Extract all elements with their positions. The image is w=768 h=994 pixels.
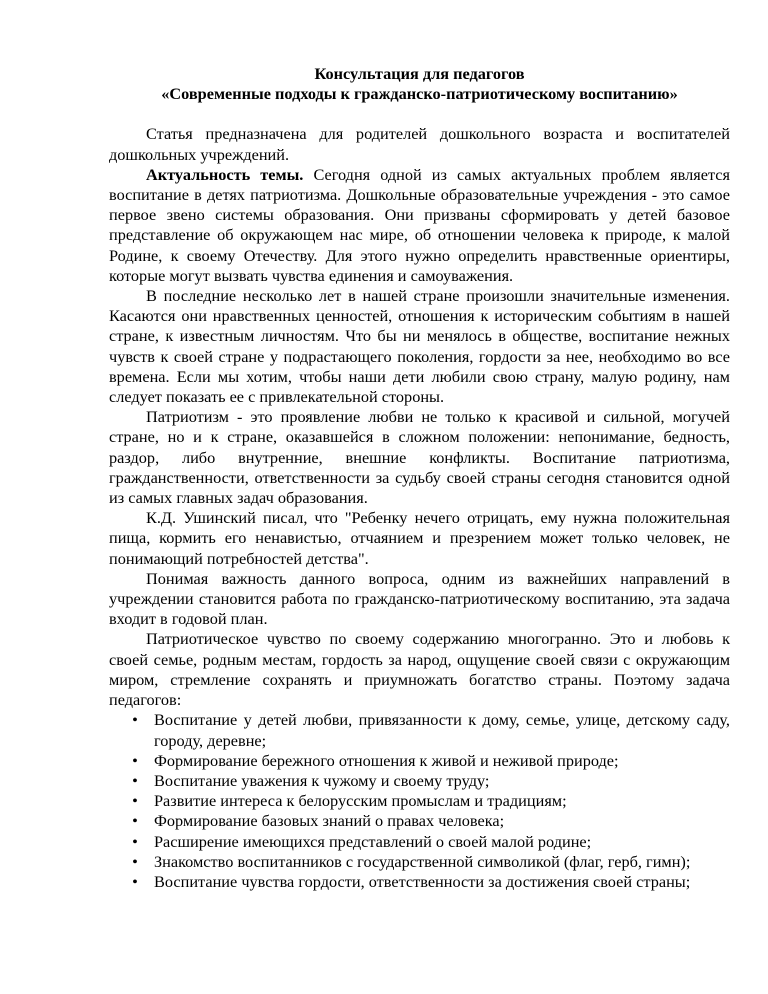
list-item-text: Воспитание у детей любви, привязанности к дому, семье, улице, детскому саду, городу, деревне; (154, 710, 730, 750)
list-item-text: Развитие интереса к белорусским промыслам и традициям; (154, 791, 567, 811)
paragraph-importance (109, 569, 730, 630)
paragraph-tasks-intro (109, 629, 730, 710)
bullet-icon: • (132, 791, 138, 811)
document-page (109, 64, 730, 892)
list-item-text: Воспитание уважения к чужому и своему труду; (154, 770, 490, 790)
bullet-icon: • (132, 710, 138, 730)
paragraph-changes (109, 286, 730, 407)
list-item-text: Воспитание чувства гордости, ответственности за достижения своей страны; (154, 871, 691, 891)
list-item-text: Формирование бережного отношения к живой и неживой природе; (154, 750, 619, 770)
list-item-text: Знакомство воспитанников с государственной символикой (флаг, герб, гимн); (154, 851, 691, 871)
task-list (109, 710, 730, 892)
paragraph-relevance (109, 165, 730, 286)
list-item (109, 771, 730, 791)
bullet-icon: • (132, 811, 138, 831)
paragraph-text: Статья предназначена для родителей дошкольного возраста и воспитателей дошкольных учреждений. (109, 124, 730, 164)
paragraph-patriotism (109, 407, 730, 508)
paragraph-text: В последние несколько лет в нашей стране произошли значительные изменения. Касаются они нравственных ценностей, отношения к историческим событиям в нашей стране, к известным личностям. Что бы ни менялось в обществе, воспитание нежных чувств к своей стране у подрастающего поколения, гордости за нее, необходимо во все времена. Если мы хотим, чтобы наши дети любили свою страну, малую родину, нам следует показать ее с привлекательной стороны. (109, 286, 730, 407)
list-item (109, 832, 730, 852)
bullet-icon: • (132, 851, 138, 871)
list-item (109, 872, 730, 892)
list-item (109, 791, 730, 811)
bullet-icon: • (132, 871, 138, 891)
list-item (109, 811, 730, 831)
paragraph-text: Патриотическое чувство по своему содержанию многогранно. Это и любовь к своей семье, родным местам, гордость за народ, ощущение своей связи с окружающим миром, стремление сохранять и приумножать богатство страны. Поэтому задача педагогов: (109, 629, 730, 710)
paragraph-lead: Актуальность темы. (146, 164, 304, 184)
document-title-line-1: Консультация для педагогов (314, 64, 525, 83)
title-spacer (109, 104, 730, 124)
paragraph-text: Понимая важность данного вопроса, одним из важнейших направлений в учреждении становится работа по гражданско-патриотическому воспитанию, эта задача входит в годовой план. (109, 568, 730, 629)
bullet-icon: • (132, 770, 138, 790)
list-item (109, 852, 730, 872)
paragraph-intro (109, 124, 730, 164)
bullet-icon: • (132, 831, 138, 851)
bullet-icon: • (132, 750, 138, 770)
paragraph-text: К.Д. Ушинский писал, что "Ребенку нечего отрицать, ему нужна положительная пища, кормить его ненавистью, отчаянием и презрением может только человек, не понимающий потребностей детства". (109, 508, 730, 568)
list-item-text: Расширение имеющихся представлений о своей малой родине; (154, 831, 592, 851)
paragraph-ushinsky-quote (109, 508, 730, 569)
paragraph-text: Патриотизм - это проявление любви не только к красивой и сильной, могучей стране, но и к стране, оказавшейся в сложном положении: непонимание, бедность, раздор, либо внутренние, внешние конфликты. Воспитание патриотизма, гражданственности, ответственности за судьбу своей страны сегодня становится одной из самых главных задач образования. (109, 407, 730, 508)
document-title-line-2: «Современные подходы к гражданско-патриотическому воспитанию» (161, 84, 678, 104)
list-item (109, 710, 730, 750)
list-item (109, 751, 730, 771)
list-item-text: Формирование базовых знаний о правах человека; (154, 811, 505, 831)
paragraph-text: Сегодня одной из самых актуальных проблем является воспитание в детях патриотизма. Дошкольные образовательные учреждения - это самое первое звено системы образования. Они призваны сформировать у детей базовое представление об окружающем нас мире, об отношении человека к природе, к малой Родине, к своему Отечеству. Для этого нужно определить нравственные ориентиры, которые могут вызвать чувства единения и самоуважения. (109, 164, 730, 285)
